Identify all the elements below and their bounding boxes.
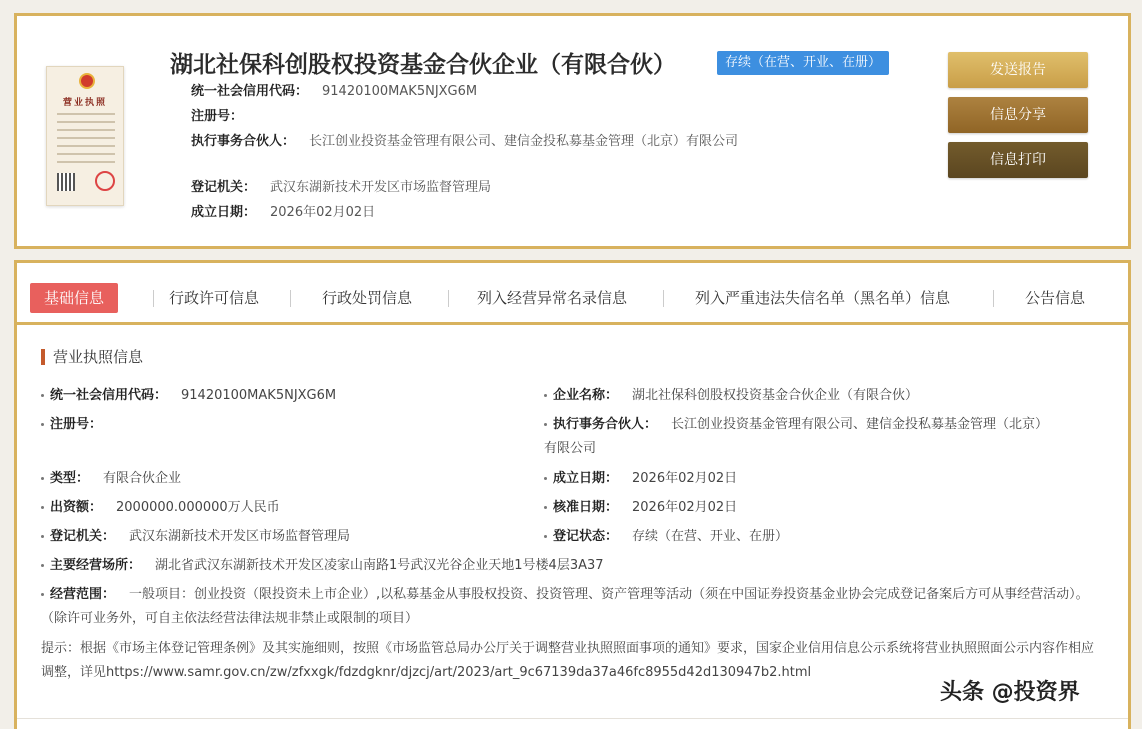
field-address-label: 主要经营场所： <box>50 558 142 573</box>
bullet-dot <box>544 423 547 426</box>
bullet-dot <box>544 394 547 397</box>
bullet-dot <box>544 477 547 480</box>
field-type <box>41 469 181 489</box>
tab-abnormal-list[interactable]: 列入经营异常名录信息 <box>477 289 628 307</box>
license-detail-card <box>14 260 1131 729</box>
bullet-dot <box>544 506 547 509</box>
field-reg-no-label: 注册号： <box>50 417 103 432</box>
field-reg-status-label: 登记状态： <box>553 529 619 544</box>
tab-bar <box>17 263 1128 325</box>
share-info-button[interactable]: 信息分享 <box>948 97 1088 133</box>
bullet-dot <box>41 423 44 426</box>
summary-authority-value: 武汉东湖新技术开发区市场监督管理局 <box>270 180 492 195</box>
license-thumbnail-title: 营业执照 <box>62 98 107 108</box>
bullet-dot <box>41 535 44 538</box>
section-title: 营业执照信息 <box>41 349 143 365</box>
notice-text: 提示：根据《市场主体登记管理条例》及其实施细则，按照《市场监管总局办公厅关于调整营业执照照面事项的通知》要求，国家企业信用信息公示系统将营业执照照面公示内容作相应调整，详见https://www.samr.gov.cn/zw/zfxxgk/fdzdgknr/djzcj/art/2023/art_9c67139da37a46fc8955d42d130947b2.html <box>41 641 1095 680</box>
bullet-dot <box>41 593 44 596</box>
field-company-name-value: 湖北社保科创股权投资基金合伙企业（有限合伙） <box>632 388 919 403</box>
field-scope <box>41 583 1105 631</box>
tab-separator <box>153 290 154 307</box>
summary-credit-code <box>191 82 477 102</box>
watermark: 头条 @投资界 <box>940 680 1080 705</box>
tab-separator <box>448 290 449 307</box>
field-credit-code-value: 91420100MAK5NJXG6M <box>181 388 337 403</box>
tab-separator <box>290 290 291 307</box>
field-reg-status <box>544 527 788 547</box>
field-scope-label: 经营范围： <box>50 587 116 602</box>
send-report-button[interactable]: 发送报告 <box>948 52 1088 88</box>
field-scope-value: 一般项目：创业投资（限投资未上市企业）,以私募基金从事股权投资、投资管理、资产管理等活动（须在中国证券投资基金业协会完成登记备案后方可从事经营活动）。（除许可业务外，可自主依法经营法律法规非禁止或限制的项目） <box>41 587 1089 626</box>
summary-credit-code-label: 统一社会信用代码： <box>191 84 309 99</box>
license-text-lines <box>57 113 115 169</box>
field-capital-label: 出资额： <box>50 500 103 515</box>
field-authority <box>41 527 350 547</box>
field-partner-value: 长江创业投资基金管理有限公司、建信金投私募基金管理（北京）有限公司 <box>544 417 1042 456</box>
tab-announcements[interactable]: 公告信息 <box>1025 289 1086 307</box>
print-info-button[interactable]: 信息打印 <box>948 142 1088 178</box>
field-reg-status-value: 存续（在营、开业、在册） <box>632 529 789 544</box>
summary-credit-code-value: 91420100MAK5NJXG6M <box>322 84 478 99</box>
status-badge: 存续（在营、开业、在册） <box>717 51 889 75</box>
field-est-date-label: 成立日期： <box>553 471 619 486</box>
field-address-value: 湖北省武汉东湖新技术开发区凌家山南路1号武汉光谷企业天地1号楼4层3A37 <box>155 558 604 573</box>
field-authority-label: 登记机关： <box>50 529 116 544</box>
summary-est-date-label: 成立日期： <box>191 205 257 220</box>
bullet-dot <box>544 535 547 538</box>
company-name-title: 湖北社保科创股权投资基金合伙企业（有限合伙） <box>170 52 676 78</box>
qr-code-icon <box>57 173 75 191</box>
field-capital-value: 2000000.000000万人民币 <box>116 500 280 515</box>
field-company-name-label: 企业名称： <box>553 388 619 403</box>
field-approval-date-label: 核准日期： <box>553 500 619 515</box>
summary-partner-value: 长江创业投资基金管理有限公司、建信金投私募基金管理（北京）有限公司 <box>309 134 739 149</box>
summary-authority <box>191 178 491 198</box>
bullet-dot <box>41 564 44 567</box>
field-type-value: 有限合伙企业 <box>103 471 182 486</box>
summary-reg-no-label: 注册号： <box>191 109 244 124</box>
field-est-date-value: 2026年02月02日 <box>632 471 738 486</box>
tab-admin-license[interactable]: 行政许可信息 <box>169 289 260 307</box>
bullet-dot <box>41 506 44 509</box>
field-type-label: 类型： <box>50 471 90 486</box>
summary-est-date-value: 2026年02月02日 <box>270 205 376 220</box>
tab-basic-info[interactable]: 基础信息 <box>30 283 118 313</box>
tab-separator <box>993 290 994 307</box>
field-credit-code <box>41 386 336 406</box>
tab-separator <box>663 290 664 307</box>
summary-partner-label: 执行事务合伙人： <box>191 134 296 149</box>
tab-blacklist[interactable]: 列入严重违法失信名单（黑名单）信息 <box>695 289 951 307</box>
field-partner-label: 执行事务合伙人： <box>553 417 658 432</box>
field-capital <box>41 498 280 518</box>
field-authority-value: 武汉东湖新技术开发区市场监督管理局 <box>129 529 351 544</box>
summary-reg-no <box>191 107 257 127</box>
bottom-divider <box>17 718 1128 719</box>
business-license-thumbnail[interactable] <box>46 66 124 206</box>
summary-est-date <box>191 203 375 223</box>
bullet-dot <box>41 394 44 397</box>
official-seal-icon <box>95 171 115 191</box>
summary-partner <box>191 131 771 153</box>
field-company-name <box>544 386 918 406</box>
field-address <box>41 556 604 576</box>
field-approval-date-value: 2026年02月02日 <box>632 500 738 515</box>
field-est-date <box>544 469 737 489</box>
field-reg-no <box>41 415 116 435</box>
field-approval-date <box>544 498 737 518</box>
summary-authority-label: 登记机关： <box>191 180 257 195</box>
bullet-dot <box>41 477 44 480</box>
tab-admin-penalty[interactable]: 行政处罚信息 <box>322 289 413 307</box>
field-partner <box>544 413 1044 461</box>
field-credit-code-label: 统一社会信用代码： <box>50 388 168 403</box>
national-emblem-icon <box>79 73 95 89</box>
